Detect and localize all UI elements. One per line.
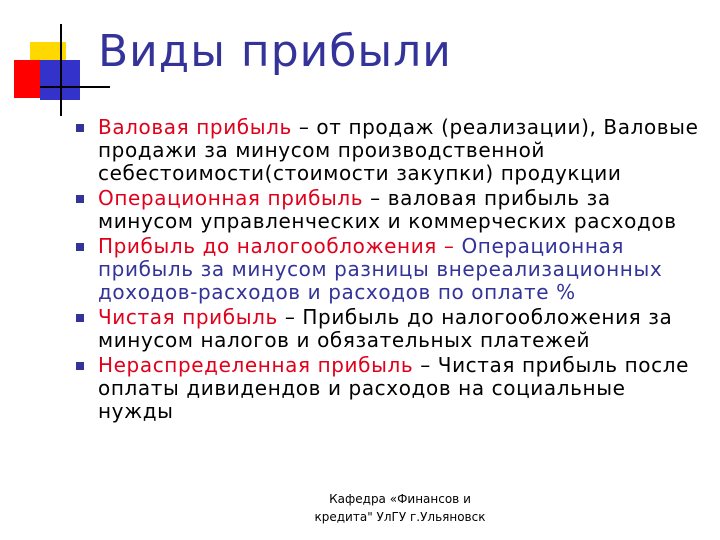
footer-line-2: кредита" УлГУ г.Ульяновск	[314, 510, 486, 524]
footer-line-1: Кафедра «Финансов и	[329, 492, 471, 506]
term-definition: – от продаж (реализации), Валовые продажи за минусом производственной себестоимости(стоимости закупки) продукции	[98, 115, 699, 185]
term-label: Нераспределенная прибыль	[98, 353, 414, 377]
term-definition: – валовая прибыль за минусом управленческих и коммерческих расходов	[98, 186, 677, 233]
term-label: Прибыль до налогообложения	[98, 234, 437, 258]
square-bullet-icon	[76, 195, 84, 203]
square-bullet-icon	[76, 124, 84, 132]
decor-vertical-line	[60, 24, 62, 116]
list-item	[70, 116, 700, 185]
slide-title: Виды прибыли	[98, 26, 452, 77]
term-definition: Операционная прибыль за минусом разницы внереализационных доходов-расходов и расходов по оплате %	[98, 234, 663, 304]
term-label: Валовая прибыль	[98, 115, 292, 139]
term-definition: – Чистая прибыль после оплаты дивидендов и расходов на социальные нужды	[98, 353, 689, 423]
term-dash: –	[436, 234, 462, 258]
square-bullet-icon	[76, 362, 84, 370]
list-item	[70, 187, 700, 233]
square-bullet-icon	[76, 243, 84, 251]
list-item	[70, 235, 700, 304]
term-label: Чистая прибыль	[98, 305, 278, 329]
square-bullet-icon	[76, 314, 84, 322]
list-item	[70, 354, 700, 423]
bullet-list	[70, 116, 700, 425]
decor-horizontal-line	[40, 86, 110, 88]
slide-footer	[280, 490, 520, 526]
term-definition: – Прибыль до налогообложения за минусом налогов и обязательных платежей	[98, 305, 673, 352]
list-item	[70, 306, 700, 352]
term-label: Операционная прибыль	[98, 186, 364, 210]
